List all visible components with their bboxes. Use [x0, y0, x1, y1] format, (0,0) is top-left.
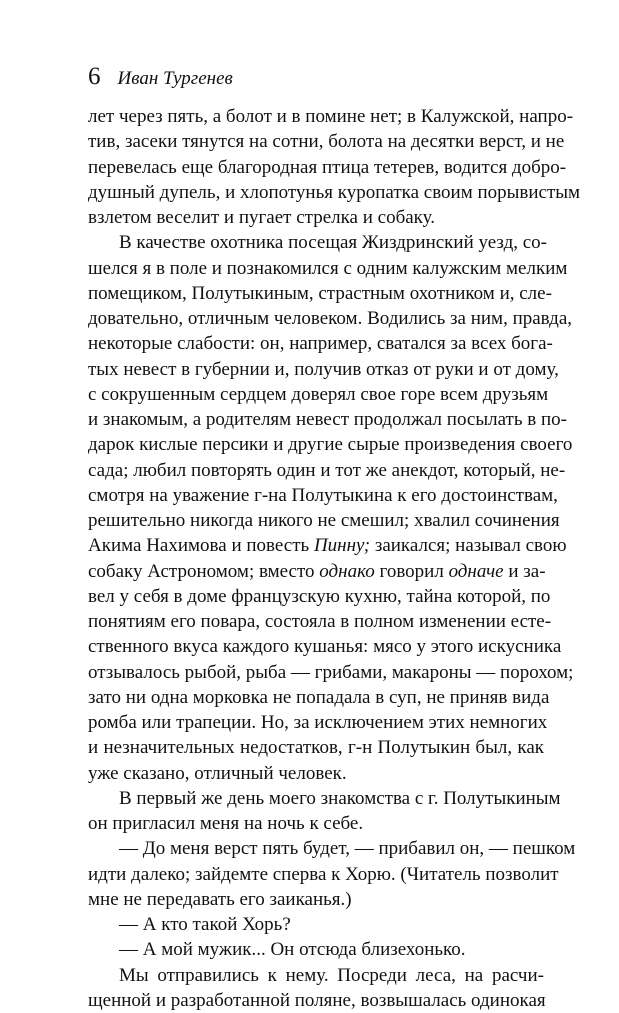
- text-line: мне не передавать его заиканья.): [88, 888, 352, 910]
- text-line: отзывалось рыбой, рыба — грибами, макароны — порохом;: [88, 661, 574, 683]
- text-line: В качестве охотника посещая Жиздринский уезд, со-: [119, 232, 548, 254]
- text-line: В первый же день моего знакомства с г. Полутыкиным: [119, 787, 561, 809]
- text-line: и незначительных недостатков, г-н Полутыкин был, как: [88, 737, 544, 759]
- text-line: с сокрушенным сердцем доверял свое горе всем друзьям: [88, 383, 549, 405]
- text-line: шелся я в поле и познакомился с одним калужским мелким: [88, 257, 568, 279]
- text-line: некоторые слабости: он, например, сватался за всех бога-: [88, 333, 553, 355]
- text-line: зато ни одна морковка не попадала в суп, не приняв вида: [88, 686, 550, 708]
- text-line: лет через пять, а болот и в помине нет; в Калужской, напро-: [88, 106, 574, 127]
- body-text: [88, 104, 581, 1013]
- text-line: [88, 559, 544, 584]
- text-line: уже сказано, отличный человек.: [88, 762, 347, 784]
- text-run: и за-: [503, 560, 546, 582]
- text-line: [88, 533, 567, 558]
- text-line: решительно никогда никого не смешил; хвалил сочинения: [88, 510, 560, 531]
- text-run: заикался; называл свою: [370, 535, 567, 557]
- text-line: — До меня верст пять будет, — прибавил он, — пешком: [119, 838, 576, 860]
- running-head: Иван Тургенев: [117, 68, 233, 89]
- text-line: вел у себя в доме французскую кухню, тайна которой, по: [88, 585, 551, 607]
- text-line: он пригласил меня на ночь к себе.: [88, 813, 364, 834]
- page-header: [88, 62, 548, 92]
- text-line: тых невест в губернии и, получив отказ от руки и от дому,: [88, 358, 559, 380]
- page-number: 6: [88, 63, 101, 90]
- text-line: понятиям его повара, состояла в полном изменении есте-: [88, 611, 552, 632]
- text-line: — А мой мужик... Он отсюда близехонько.: [119, 939, 466, 961]
- text-run: Акима Нахимова и повесть: [88, 535, 314, 557]
- text-line: щенной и разработанной поляне, возвышалась одинокая: [88, 989, 546, 1011]
- text-line: ственного вкуса каждого кушанья: мясо у этого искусника: [88, 636, 562, 658]
- text-line: ромба или трапеции. Но, за исключением этих немногих: [88, 712, 548, 733]
- text-run: собаку Астрономом; вместо: [88, 560, 320, 582]
- text-line: душный дупель, и хлопотунья куропатка своим порывистым: [88, 181, 581, 203]
- text-line: и знакомым, а родителям невест продолжал посылать в по-: [88, 409, 567, 430]
- text-line: сада; любил повторять один и тот же анекдот, который, не-: [88, 459, 566, 481]
- text-run: говорил: [374, 560, 449, 582]
- text-line: смотря на уважение г-на Полутыкина к его достоинствам,: [88, 484, 558, 506]
- text-line: тив, засеки тянутся на сотни, болота на десятки верст, и не: [88, 131, 565, 153]
- word-italic: одначе: [448, 560, 504, 582]
- text-line: помещиком, Полутыкиным, страстным охотником и, сле-: [88, 282, 552, 304]
- word-italic: однако: [319, 560, 375, 582]
- text-line: дарок кислые персики и другие сырые произведения своего: [88, 434, 573, 456]
- text-line: довательно, отличным человеком. Водились за ним, правда,: [88, 308, 573, 329]
- text-line: взлетом веселит и пугает стрелка и собаку.: [88, 207, 435, 228]
- text-line: перевелась еще благородная птица тетерев, водится добро-: [88, 156, 567, 178]
- text-line: идти далеко; зайдемте сперва к Хорю. (Читатель позволит: [88, 863, 559, 885]
- text-line: Мы отправились к нему. Посреди леса, на расчи-: [119, 964, 544, 986]
- text-line: — А кто такой Хорь?: [119, 914, 291, 935]
- title-italic: Пинну;: [313, 535, 371, 557]
